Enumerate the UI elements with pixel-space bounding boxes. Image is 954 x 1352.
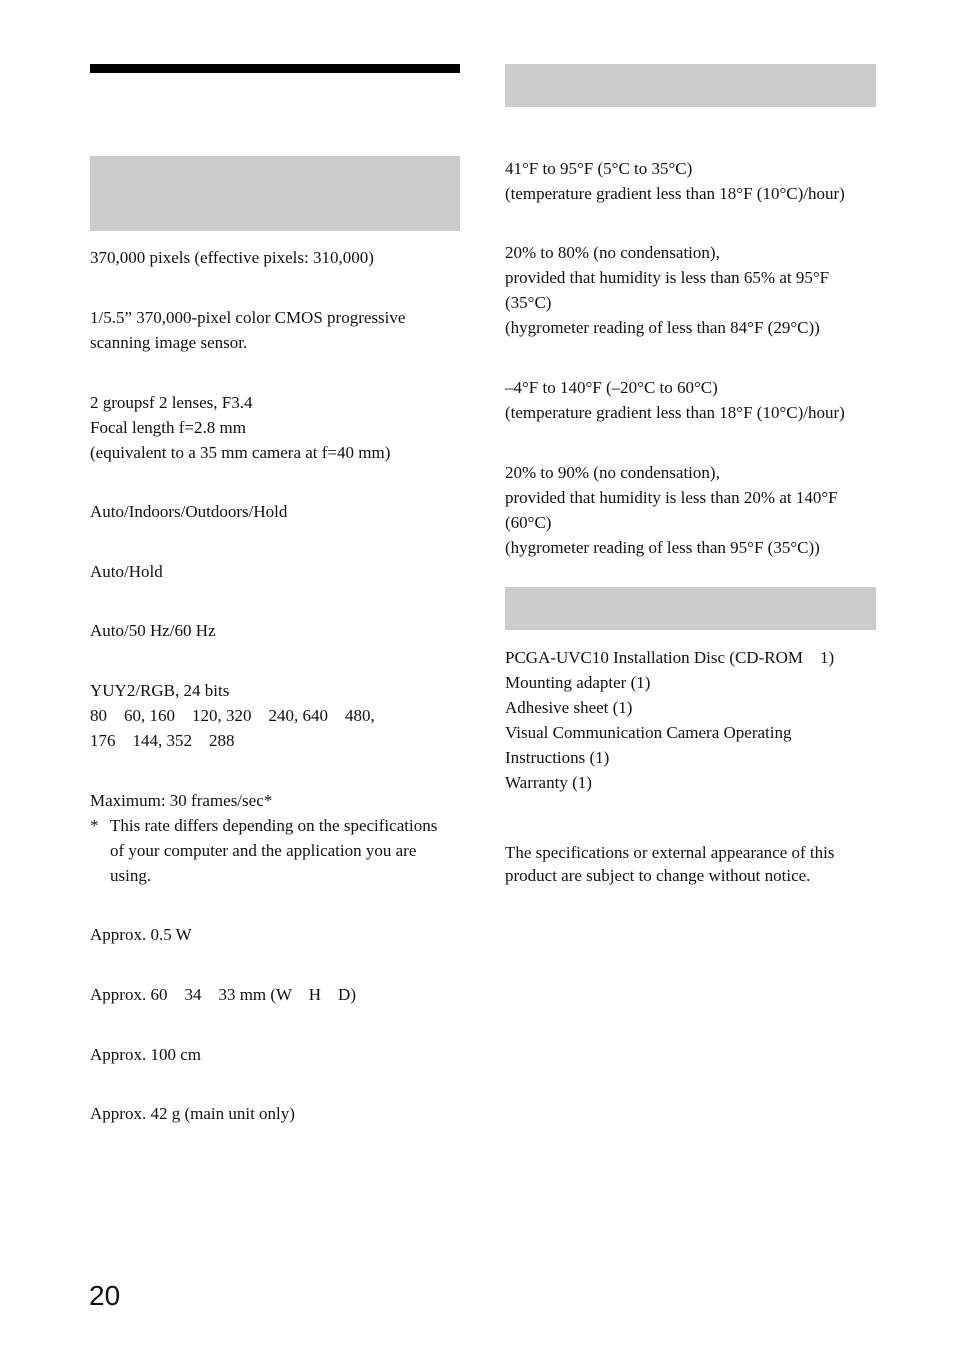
spec-text: 1/5.5” 370,000-pixel color CMOS progressive — [90, 308, 406, 327]
spec-text: (temperature gradient less than 18°F (10°C)/hour) — [505, 403, 845, 422]
spec-text: Approx. 60 34 33 mm (W H D) — [90, 985, 356, 1004]
footnote-text: of your computer and the application you are — [110, 841, 417, 860]
lens-spec — [90, 390, 390, 465]
section-header-band — [505, 587, 876, 630]
spec-text: Maximum: 30 frames/sec* — [90, 791, 273, 810]
spec-text: provided that humidity is less than 20% at 140°F — [505, 488, 838, 507]
storage-humidity-spec — [505, 460, 838, 560]
spec-text: scanning image sensor. — [90, 333, 248, 352]
spec-text: Auto/50 Hz/60 Hz — [90, 621, 216, 640]
spec-text: 370,000 pixels (effective pixels: 310,000) — [90, 248, 374, 267]
pixels-spec — [90, 245, 374, 270]
mass-spec — [90, 1101, 295, 1126]
spec-text: (temperature gradient less than 18°F (10°C)/hour) — [505, 184, 845, 203]
list-item: Warranty (1) — [505, 773, 592, 792]
list-item: Visual Communication Camera Operating — [505, 723, 792, 742]
spec-text: (35°C) — [505, 293, 552, 312]
spec-text: Approx. 42 g (main unit only) — [90, 1104, 295, 1123]
spec-text: 20% to 90% (no condensation), — [505, 463, 720, 482]
operating-temperature-spec — [505, 156, 845, 206]
storage-temperature-spec — [505, 375, 845, 425]
spec-text: 80 60, 160 120, 320 240, 640 480, — [90, 706, 375, 725]
list-item: Adhesive sheet (1) — [505, 698, 633, 717]
section-header-band — [505, 64, 876, 107]
spec-text: (equivalent to a 35 mm camera at f=40 mm) — [90, 443, 391, 462]
spec-text: Auto/Indoors/Outdoors/Hold — [90, 502, 288, 521]
list-item: PCGA-UVC10 Installation Disc (CD-ROM 1) — [505, 648, 835, 667]
section-header-band — [90, 156, 460, 231]
flicker-spec — [90, 618, 216, 643]
spec-text: 176 144, 352 288 — [90, 731, 235, 750]
spec-text: 2 groupsf 2 lenses, F3.4 — [90, 393, 253, 412]
footnote-text: This rate differs depending on the specifications — [110, 816, 438, 835]
spec-text: (hygrometer reading of less than 84°F (29°C)) — [505, 318, 820, 337]
disclaimer — [505, 841, 834, 887]
disclaimer-text: The specifications or external appearance of this — [505, 843, 835, 862]
spec-text: (hygrometer reading of less than 95°F (35°C)) — [505, 538, 820, 557]
operating-humidity-spec — [505, 240, 829, 340]
spec-text: Focal length f=2.8 mm — [90, 418, 246, 437]
spec-text: provided that humidity is less than 65% at 95°F — [505, 268, 830, 287]
spec-text: (60°C) — [505, 513, 552, 532]
frame-rate-spec — [90, 788, 437, 888]
disclaimer-text: product are subject to change without notice. — [505, 866, 811, 885]
list-item: Mounting adapter (1) — [505, 673, 651, 692]
power-spec — [90, 922, 192, 947]
spec-text: Approx. 100 cm — [90, 1045, 201, 1064]
footnote-mark: * — [90, 816, 99, 835]
spec-text: Approx. 0.5 W — [90, 925, 192, 944]
footnote-text: using. — [110, 866, 152, 885]
exposure-spec — [90, 559, 163, 584]
spec-text: 41°F to 95°F (5°C to 35°C) — [505, 159, 693, 178]
footnote — [90, 813, 437, 888]
sensor-spec — [90, 305, 405, 355]
spec-text: –4°F to 140°F (–20°C to 60°C) — [505, 378, 718, 397]
image-format-spec — [90, 678, 375, 753]
list-item: Instructions (1) — [505, 748, 610, 767]
spec-text: 20% to 80% (no condensation), — [505, 243, 720, 262]
dimensions-spec — [90, 982, 356, 1007]
white-balance-spec — [90, 499, 287, 524]
spec-text: Auto/Hold — [90, 562, 163, 581]
page-number: 20 — [89, 1280, 121, 1311]
included-items-list — [505, 645, 834, 795]
cable-spec — [90, 1042, 201, 1067]
spec-text: YUY2/RGB, 24 bits — [90, 681, 230, 700]
section-rule — [90, 64, 460, 73]
